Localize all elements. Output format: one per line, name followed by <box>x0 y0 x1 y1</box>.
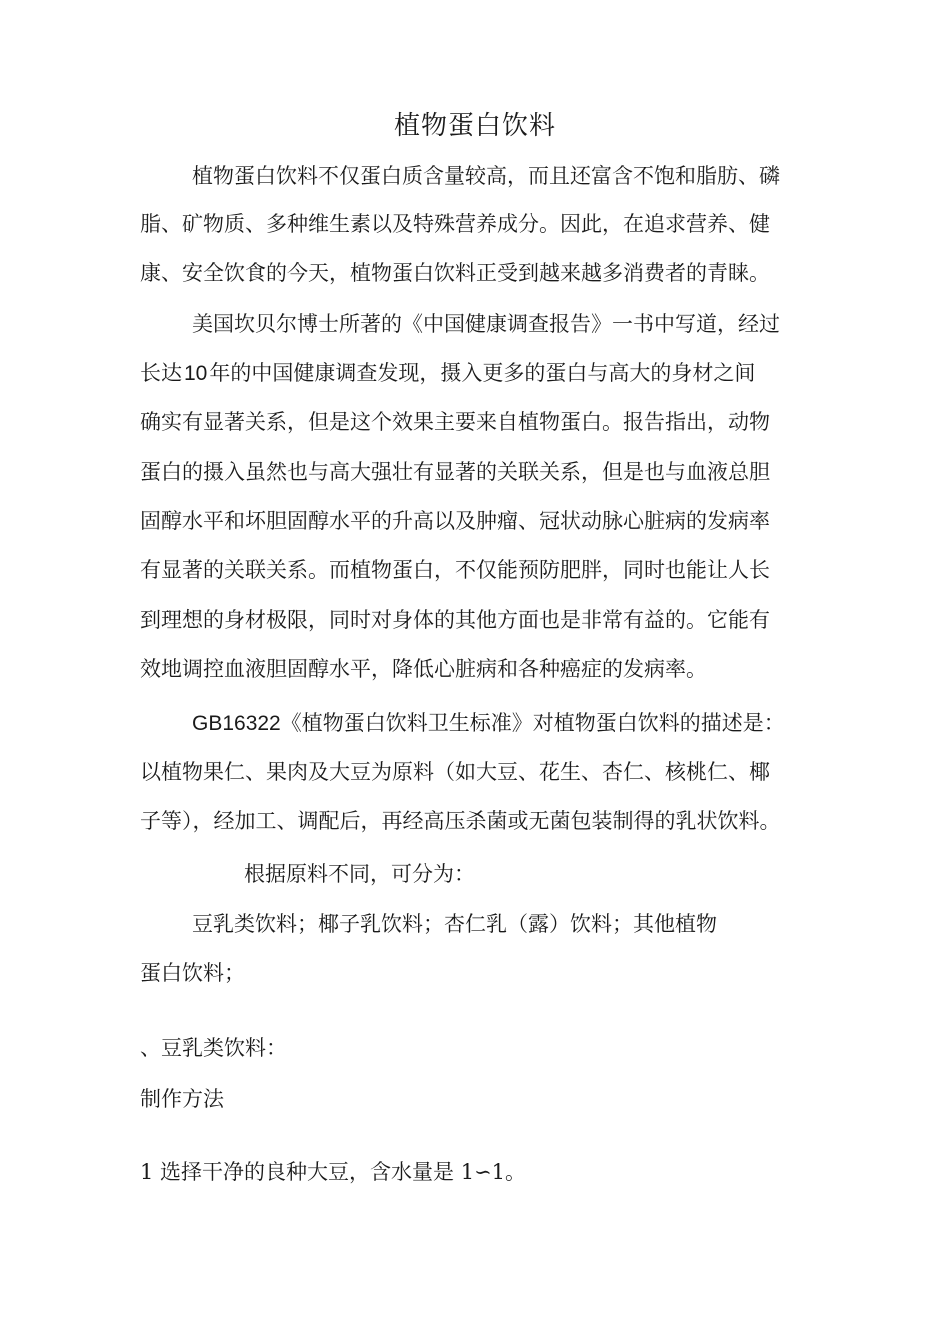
paragraph-2-line-2-end: 年的中国健康调查发现，摄入更多的蛋白与高大的身材之间 <box>209 361 756 385</box>
paragraph-3-line-1 <box>192 708 785 739</box>
paragraph-2-number: 10 <box>184 362 208 385</box>
paragraph-3-line-2: 以植物果仁、果肉及大豆为原料（如大豆、花生、杏仁、核桃仁、椰 <box>140 760 770 784</box>
standard-code: GB16322 <box>192 712 281 735</box>
categories-line-2: 蛋白饮料； <box>140 961 245 985</box>
standard-description: 《植物蛋白饮料卫生标准》对植物蛋白饮料的描述是： <box>280 711 785 735</box>
subheading: 制作方法 <box>140 1087 224 1111</box>
section-heading: 、豆乳类饮料： <box>140 1036 287 1060</box>
paragraph-2-line-2 <box>140 358 755 389</box>
categories-line-1: 豆乳类饮料；椰子乳饮料；杏仁乳（露）饮料；其他植物 <box>192 912 717 936</box>
paragraph-2-line-8: 效地调控血液胆固醇水平，降低心脏病和各种癌症的发病率。 <box>140 657 707 681</box>
paragraph-2-line-4: 蛋白的摄入虽然也与高大强壮有显著的关联关系，但是也与血液总胆 <box>140 460 770 484</box>
paragraph-2-line-7: 到理想的身材极限，同时对身体的其他方面也是非常有益的。它能有 <box>140 608 770 632</box>
paragraph-2-line-6: 有显著的关联关系。而植物蛋白，不仅能预防肥胖，同时也能让人长 <box>140 558 770 582</box>
paragraph-1-line-2: 脂、矿物质、多种维生素以及特殊营养成分。因此，在追求营养、健 <box>140 212 770 236</box>
step-1: 1 选择干净的良种大豆，含水量是 1∽1。 <box>140 1160 527 1184</box>
paragraph-2-line-2-start: 长达 <box>140 361 182 385</box>
paragraph-1-line-3: 康、安全饮食的今天，植物蛋白饮料正受到越来越多消费者的青睐。 <box>140 261 770 285</box>
paragraph-2-line-5: 固醇水平和坏胆固醇水平的升高以及肿瘤、冠状动脉心脏病的发病率 <box>140 509 770 533</box>
paragraph-3-line-3: 子等），经加工、调配后，再经高压杀菌或无菌包装制得的乳状饮料。 <box>140 809 781 833</box>
paragraph-2-line-1: 美国坎贝尔博士所著的《中国健康调查报告》一书中写道，经过 <box>192 312 780 336</box>
document-title: 植物蛋白饮料 <box>393 111 556 141</box>
paragraph-1-line-1: 植物蛋白饮料不仅蛋白质含量较高，而且还富含不饱和脂肪、磷 <box>192 164 780 188</box>
classification-intro: 根据原料不同，可分为： <box>244 862 475 886</box>
paragraph-2-line-3: 确实有显著关系，但是这个效果主要来自植物蛋白。报告指出，动物 <box>140 410 770 434</box>
